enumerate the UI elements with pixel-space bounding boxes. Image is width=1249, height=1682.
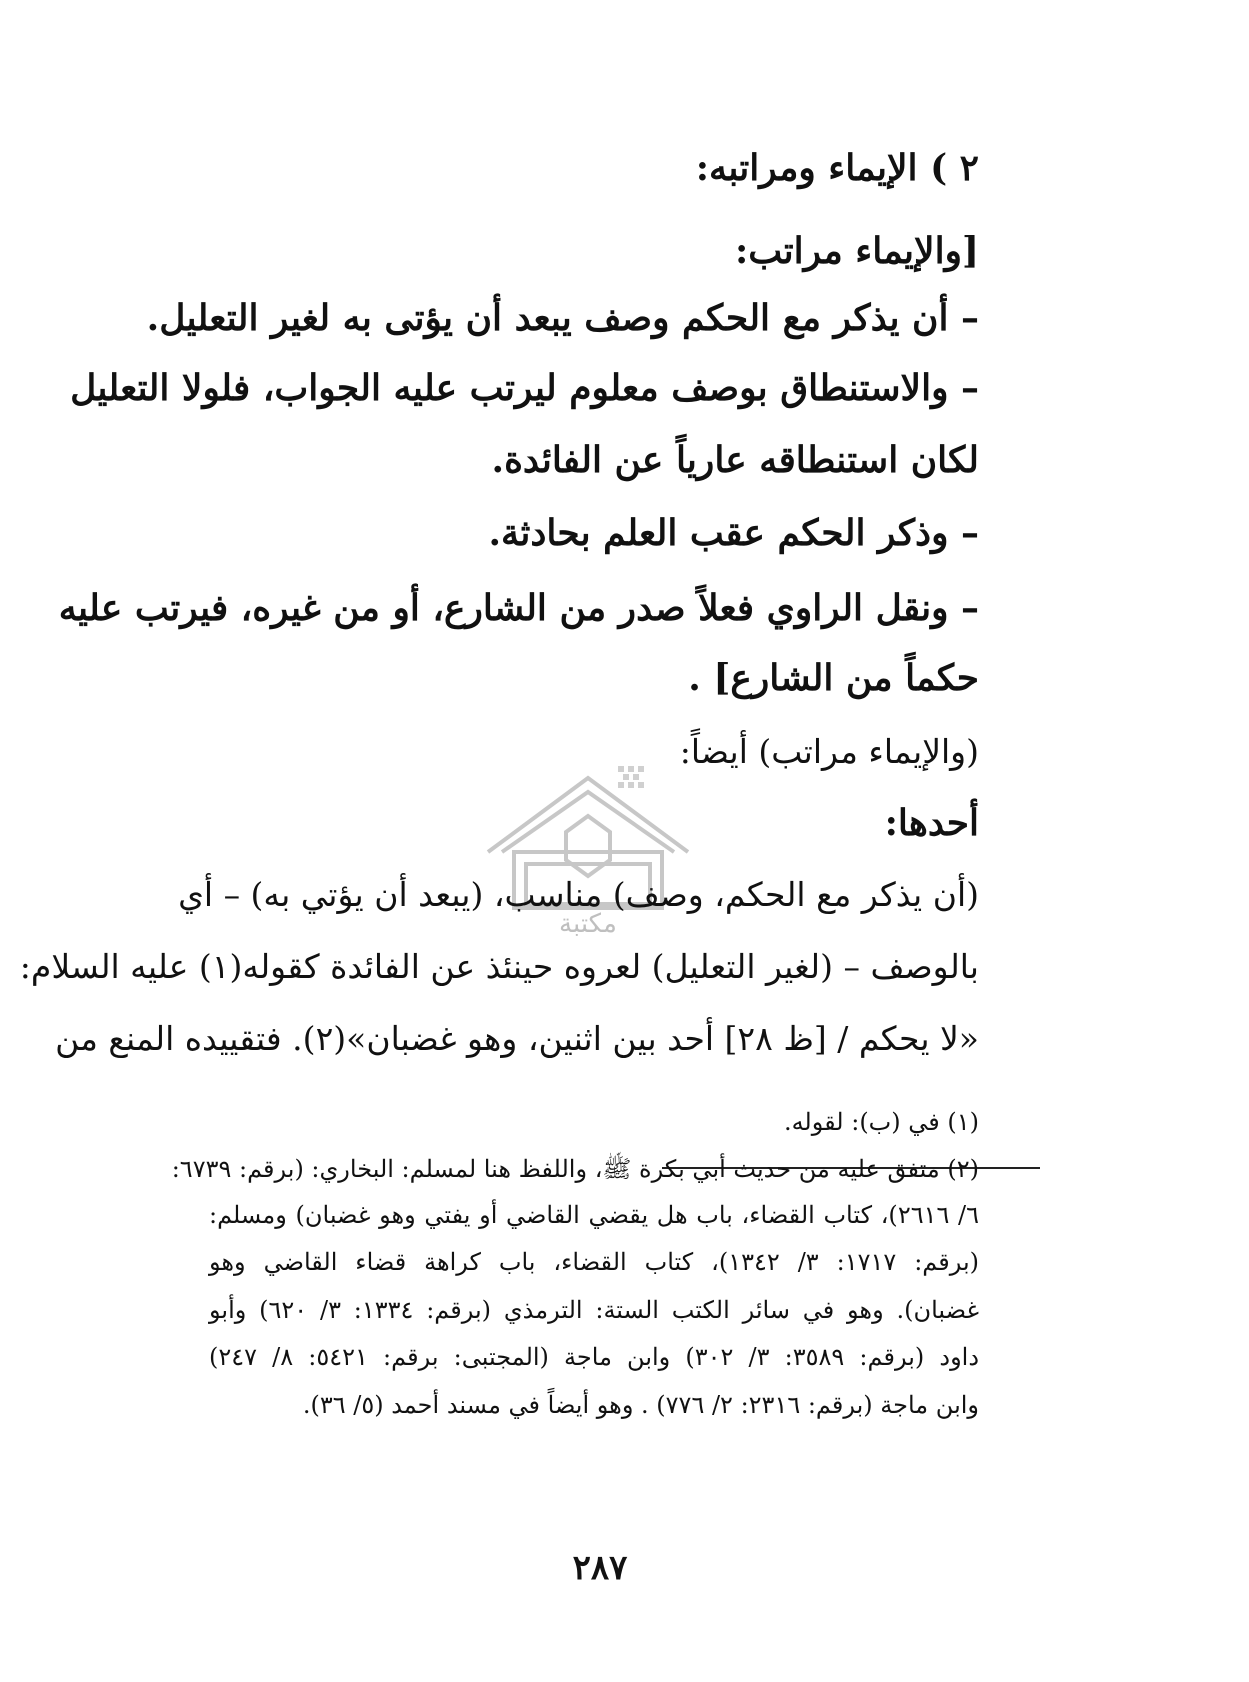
matn-intro: [والإيماء مراتب: bbox=[734, 230, 979, 272]
footnote-2-line-5: داود (برقم: ٣٥٨٩: ٣/ ٣٠٢) وابن ماجة (المجتبى: برقم: ٥٤٢١: ٨/ ٢٤٧) bbox=[209, 1343, 980, 1371]
footnote-1: (١) في (ب): لقوله. bbox=[783, 1108, 979, 1136]
footnote-2-line-1: (٢) متفق عليه من حديث أبي بكرة ﷺ، واللفظ هنا لمسلم: البخاري: (برقم: ٦٧٣٩: bbox=[171, 1155, 979, 1183]
footnote-2-line-3: (برقم: ١٧١٧: ٣/ ١٣٤٢)، كتاب القضاء، باب كراهة قضاء القاضي وهو bbox=[209, 1248, 980, 1276]
matn-item-2-line-2: لكان استنطاقه عارياً عن الفائدة. bbox=[491, 439, 979, 481]
sharh-line-1: (أن يذكر مع الحكم، وصف) مناسب، (يبعد أن يؤتي به) – أي bbox=[178, 875, 979, 914]
sharh-intro: (والإيماء مراتب) أيضاً: bbox=[679, 732, 979, 771]
section-heading: ٢ ) الإيماء ومراتبه: bbox=[695, 147, 979, 189]
sharh-line-2: بالوصف – (لغير التعليل) لعروه حينئذ عن الفائدة كقوله(١) عليه السلام: bbox=[19, 947, 979, 986]
matn-item-4-line-1: – ونقل الراوي فعلاً صدر من الشارع، أو من غيره، فيرتب عليه bbox=[58, 587, 979, 629]
footnote-2-line-4: غضبان). وهو في سائر الكتب الستة: الترمذي (برقم: ١٣٣٤: ٣/ ٦٢٠) وأبو bbox=[209, 1296, 979, 1324]
matn-item-2-line-1: – والاستنطاق بوصف معلوم ليرتب عليه الجواب، فلولا التعليل bbox=[70, 367, 979, 409]
matn-item-4-line-2: حكماً من الشارع] . bbox=[688, 657, 979, 699]
matn-item-1: – أن يذكر مع الحكم وصف يبعد أن يؤتى به لغير التعليل. bbox=[146, 297, 979, 339]
page-number: ٢٨٧ bbox=[572, 1548, 628, 1588]
matn-item-3: – وذكر الحكم عقب العلم بحادثة. bbox=[488, 512, 979, 554]
watermark-text: مكتبة bbox=[559, 909, 617, 939]
footnote-2-line-2: ٦/ ٢٦١٦)، كتاب القضاء، باب هل يقضي القاضي أو يفتي وهو غضبان) ومسلم: bbox=[209, 1201, 980, 1229]
footnote-2-line-6: وابن ماجة (برقم: ٢٣١٦: ٢/ ٧٧٦) . وهو أيضاً في مسند أحمد (٥/ ٣٦). bbox=[302, 1391, 979, 1419]
sharh-first-label: أحدها: bbox=[884, 802, 979, 844]
sharh-line-3: «لا يحكم / [ظ ٢٨] أحد بين اثنين، وهو غضبان»(٢). فتقييده المنع من bbox=[55, 1019, 979, 1058]
